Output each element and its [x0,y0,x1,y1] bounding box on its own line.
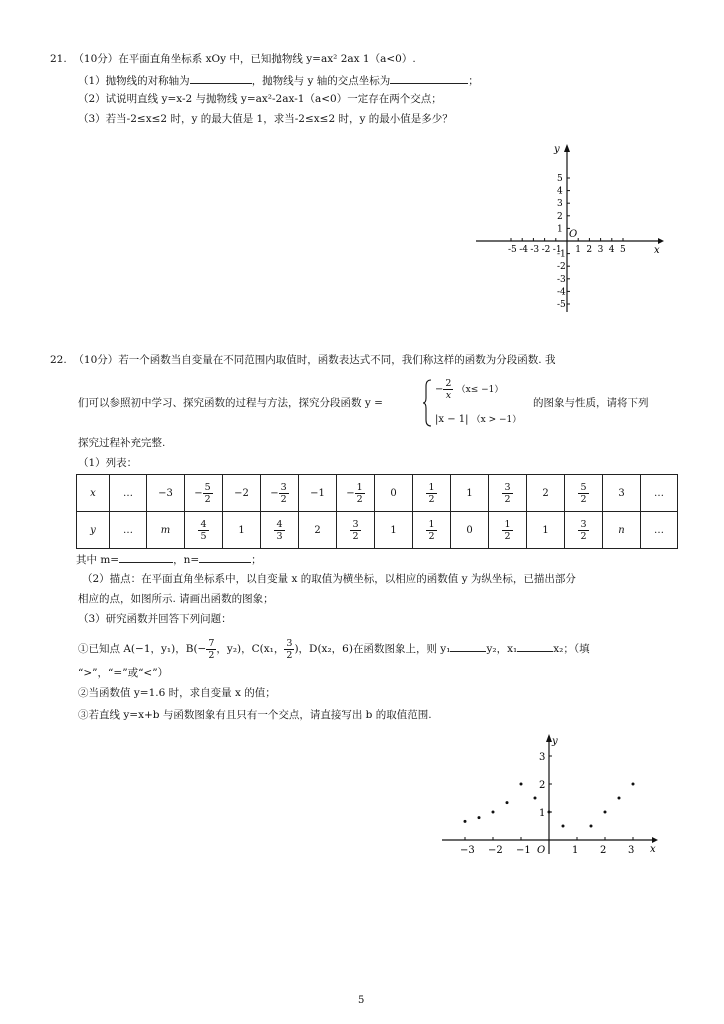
q22-data-point [548,811,551,814]
q22-table-y-cell: 1 [375,512,413,549]
q21-part3: （3）若当-2≤x≤2 时，y 的最大值是 1，求当-2≤x≤2 时，y 的最小值是多少？ [78,113,453,125]
q22-table-y-cell: 1 [223,512,261,549]
q22-x-tick-label: −2 [488,845,503,856]
q22-x-arrow-icon [652,837,658,843]
q22-number: 22. [50,354,67,366]
q22-table-x-cell: 2 [527,475,565,512]
q22-table-y-cell: … [110,512,147,549]
q22-x-tick-label: 2 [600,845,607,856]
q22-x-tick-label: 3 [628,845,635,856]
q22-data-point [534,797,537,800]
q21-points: （10分） [73,53,119,65]
q22-origin-label: O [537,845,546,856]
q21-origin-label: O [569,229,578,240]
q22-piece1-condition: （x≤ −1） [456,385,504,395]
q21-axis-blank[interactable] [190,72,252,84]
q22-x-tick-label: 1 [572,845,579,856]
q22-data-point [590,825,593,828]
q21-x-tick-label: 4 [608,245,615,255]
q22-sub1-text-a: ①已知点 A(−1，y₁)，B(− [78,643,207,655]
q22-piecewise-function [423,378,529,428]
q22-table-x-cell: 3 [603,475,641,512]
q22-y-tick-label: 1 [539,808,546,819]
q22-piece1 [435,378,503,401]
q21-part1-text-a: （1）抛物线的对称轴为 [78,75,190,87]
q22-sub1-frac1 [206,638,216,661]
q22-sub1-line1 [78,636,590,662]
q22-y-tick-label: 2 [539,780,546,791]
q21-x-tick-label: -1 [552,245,562,255]
q22-sub1-text-d: y₂，x₁ [486,643,518,655]
q22-table-y-cell: $\frac{3}{2}$ [337,512,375,549]
q22-table-y-header: y [77,512,110,549]
q22-table-x-cell: −2 [223,475,261,512]
q22-table-x-cell: $\frac{5}{2}$ [565,475,603,512]
q22-intro-line2a: 们可以参照初中学习、探究函数的过程与方法，探究分段函数 y = [78,397,383,409]
q21-header [50,52,416,66]
q22-table-y-cell: $\frac{4}{5}$ [185,512,223,549]
q21-intersection-blank[interactable] [390,72,468,84]
q21-part2: （2）试说明直线 y=x-2 与抛物线 y=ax²-2ax-1（a<0）一定存在两个交点； [78,93,442,105]
q21-y-tick-label: 3 [557,199,563,210]
q22-y-tick-label: 3 [539,752,546,763]
q21-x-tick-label: 5 [620,245,626,255]
q22-piece1-num: 2 [445,378,452,389]
q21-y-tick-label: -2 [557,262,566,273]
q22-points: （10分） [73,354,119,366]
q22-data-point [478,816,481,819]
q22-sub1-frac2 [284,638,294,661]
q22-table-y-cell: 0 [451,512,489,549]
q22-m-label: 其中 m= [76,554,120,566]
q21-x-tick-label: -3 [530,245,540,255]
q22-table-y-cell: $\frac{1}{2}$ [413,512,451,549]
q21-part1 [78,72,479,88]
q22-x-tick-label: −1 [516,845,531,856]
q22-piece2 [435,412,521,425]
q22-table-y-cell: $\frac{1}{2}$ [489,512,527,549]
q21-x-tick-label: 1 [575,245,581,255]
q22-sub1-frac2-num: 3 [286,637,293,649]
q22-table-x-cell: −1 [299,475,337,512]
q21-y-tick-label: 1 [557,224,563,235]
q22-piece2-expression: |x − 1| [435,414,469,425]
q22-piece1-den: x [445,390,452,401]
q22-table-x-cell: 0 [375,475,413,512]
q22-scatter-plot [438,730,668,860]
q21-coordinate-plane [470,140,670,320]
q21-part1-text-b: ，抛物线与 y 轴的交点坐标为 [251,75,391,87]
q22-intro-line1: 若一个函数当自变量在不同范围内取值时，函数表达式不同，我们称这样的函数为分段函数. 我 [118,354,556,366]
q22-sub1-line2: “>”，“=”或“<”） [78,667,169,679]
q22-table-x-cell: 1 [451,475,489,512]
q22-sub3: ③若直线 y=x+b 与函数图象有且只有一个交点，请直接写出 b 的取值范围. [78,709,432,721]
q22-data-point [618,797,621,800]
q22-table-x-cell: $\frac{1}{2}$ [413,475,451,512]
q22-table-x-cell: … [110,475,147,512]
q21-y-tick-label: 4 [557,186,563,197]
q22-table-y-cell: m [147,512,185,549]
q21-y-tick-label: -3 [557,274,566,285]
q22-compare-x-blank[interactable] [517,640,553,652]
q21-x-tick-label: -5 [508,245,517,255]
q21-stem: 在平面直角坐标系 xOy 中，已知抛物线 y=ax² 2ax 1（a<0）. [118,53,416,65]
q21-x-arrow-icon [658,238,664,244]
q22-table-x-cell: − $\frac{1}{2}$ [337,475,375,512]
q22-table-y-cell: $\frac{3}{2}$ [565,512,603,549]
q21-y-ticks [557,174,570,310]
q22-mn-line [76,551,262,567]
q22-data-point [632,783,635,786]
q21-number: 21. [50,53,67,65]
q22-part2-line1: （2）描点：在平面直角坐标系中，以自变量 x 的取值为横坐标，以相应的函数值 y 为纵坐标，已描出部分 [82,573,576,585]
q22-piece1-sign: − [435,384,444,395]
q22-part3-label: （3）研究函数并回答下列问题： [78,613,232,625]
q22-y-label: y [552,736,558,747]
q22-table-y-cell: n [603,512,641,549]
q22-table-x-cell: −3 [147,475,185,512]
q22-sub2: ②当函数值 y=1.6 时，求自变量 x 的值； [78,687,276,699]
q22-compare-y-blank[interactable] [450,640,486,652]
q21-x-tick-label: -2 [541,245,551,255]
q21-x-tick-label: 2 [586,245,593,255]
q22-intro-line3: 探究过程补充完整. [78,437,166,449]
q22-intro-line2b: 的图象与性质，请将下列 [533,397,649,409]
q22-data-point [492,811,495,814]
q22-sub1-text-c: )，D(x₂，6)在函数图象上，则 y₁ [294,643,451,655]
q22-table-x-cell: − $\frac{5}{2}$ [185,475,223,512]
q21-x-label: x [654,245,660,256]
q22-data-point [520,783,523,786]
q22-part2-line2: 相应的点，如图所示. 请画出函数的图象； [78,593,274,605]
q22-part1-label: （1）列表： [78,457,138,469]
q21-y-tick-label: 2 [557,211,563,222]
q22-piece2-condition: （x > −1） [471,415,522,425]
q22-x-tick-label: −3 [460,845,475,856]
q22-sub1-frac2-den: 2 [286,649,293,661]
q22-table-y-cell: $\frac{4}{3}$ [261,512,299,549]
q21-x-tick-label: 3 [597,245,604,255]
page-number: 5 [358,995,365,1006]
q22-table-y-cell: 1 [527,512,565,549]
q21-part1-text-c: ； [468,75,479,87]
q21-y-tick-label: -1 [557,249,566,260]
q22-mn-end: ； [251,554,262,566]
q22-sub1-frac1-num: 7 [208,637,215,649]
q22-sub1-text-e: x₂；（填 [553,643,590,655]
q21-y-tick-label: 5 [557,174,563,184]
left-brace-icon [423,378,433,428]
q22-n-label: ，n= [173,554,200,566]
q21-y-label: y [554,144,560,155]
q22-sub1-frac1-den: 2 [208,649,215,661]
q22-data-point [562,825,565,828]
q22-table-y-cell: 2 [299,512,337,549]
q22-data-point [604,811,607,814]
q22-table-x-cell: $\frac{3}{2}$ [489,475,527,512]
q22-table-x-cell: − $\frac{3}{2}$ [261,475,299,512]
q22-data-point [464,820,467,823]
q22-m-blank[interactable] [119,551,173,563]
q22-n-blank[interactable] [199,551,251,563]
q22-table-x-cell: … [641,475,678,512]
q22-table-y-cell: … [641,512,678,549]
q22-table-x-header: x [77,475,110,512]
q22-value-table [76,474,678,549]
q22-table-row-y [77,512,678,549]
q22-x-label: x [650,844,656,855]
q21-y-tick-label: -5 [557,300,566,310]
q22-data-point [506,801,509,804]
q22-header [50,353,555,367]
q22-table-row-x [77,475,678,512]
q21-y-arrow-icon [564,144,570,152]
q21-x-tick-label: -4 [519,245,528,255]
q22-piece1-fraction [443,378,453,401]
q22-y-ticks [539,752,552,819]
q21-y-tick-label: -4 [557,287,566,298]
q22-sub1-text-b: ，y₂)，C(x₁， [216,643,285,655]
